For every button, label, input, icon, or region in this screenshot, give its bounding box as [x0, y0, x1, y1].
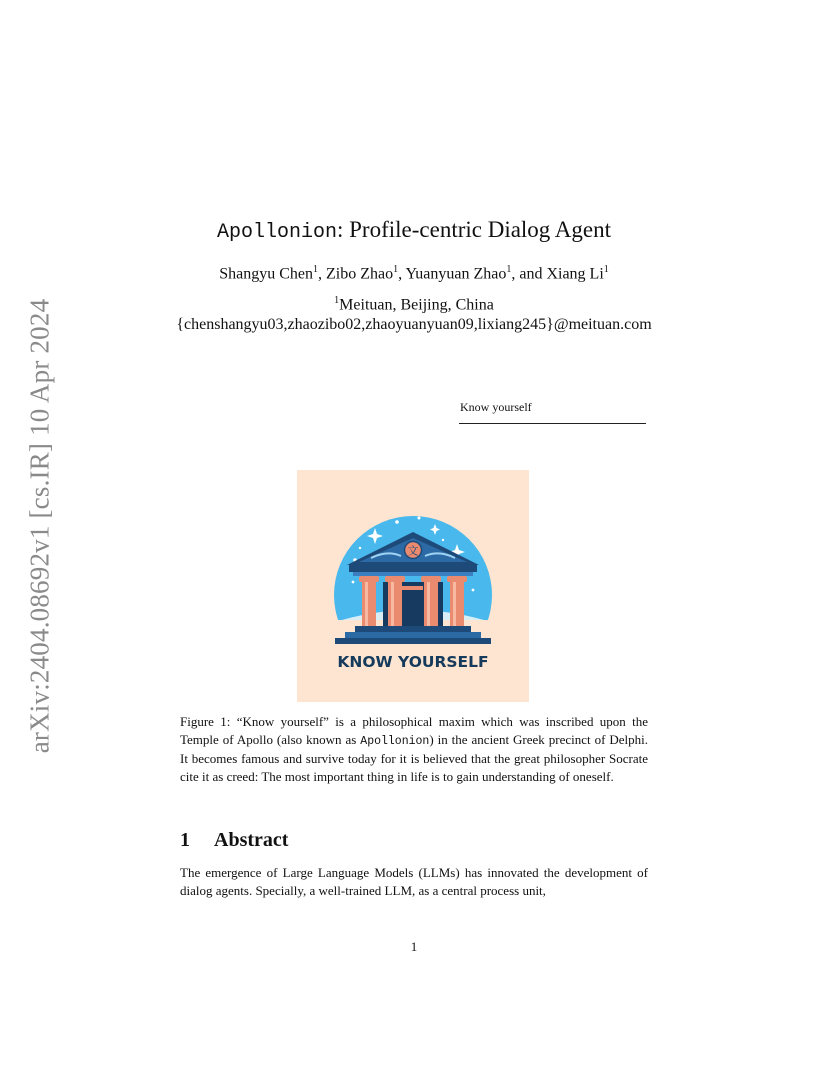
section-heading — [180, 829, 288, 852]
author-name: Yuanyuan Zhao — [405, 265, 507, 283]
affiliation — [0, 295, 828, 314]
figure-1-caption — [180, 713, 648, 785]
author-affil-mark: 1 — [393, 264, 399, 275]
title-rest: : Profile-centric Dialog Agent — [337, 217, 612, 242]
abstract-paragraph: The emergence of Large Language Models (LLMs) has innovated the development of dialog agents. Specially, a well-trained LLM, as a central process unit, — [180, 865, 648, 898]
epigraph: Know yourself — [460, 400, 532, 414]
entablature — [349, 565, 477, 572]
affiliation-text: Meituan, Beijing, China — [339, 296, 494, 314]
author-affil-mark: 1 — [312, 264, 318, 275]
emblem-glyph: 文 — [407, 544, 419, 558]
section-number: 1 — [180, 829, 190, 851]
author-emails: {chenshangyu03,zhaozibo02,zhaoyuanyuan09,lixiang245}@meituan.com — [176, 316, 652, 333]
section-title: Abstract — [214, 829, 289, 851]
temple-steps — [335, 626, 491, 644]
caption-code: Apollonion — [360, 734, 430, 748]
author-separator: , — [398, 265, 406, 283]
logo-know-yourself-text: KNOW YOURSELF — [337, 653, 489, 671]
title-system-name: Apollonion — [216, 221, 337, 244]
caption-text-2: ) in the ancient Greek precinct of Delphi. It becomes famous and survive today for it is believed that the great philosopher Socrate cite it as creed: The most important thing in life is to gain understanding of oneself. — [180, 731, 648, 784]
epigraph-rule — [459, 423, 646, 424]
author-separator: , and — [511, 265, 547, 283]
author-affil-mark: 1 — [603, 264, 609, 275]
author-list — [0, 264, 828, 283]
author-separator: , — [317, 265, 326, 283]
paper-title — [0, 217, 828, 244]
arxiv-stamp-text: arXiv:2404.08692v1 [cs.IR] 10 Apr 2024 — [24, 298, 55, 754]
figure-1-image — [297, 470, 529, 702]
page-number: 1 — [410, 939, 418, 954]
affiliation-mark: 1 — [334, 295, 340, 306]
temple-logo-illustration — [297, 470, 529, 702]
author-name: Shangyu Chen — [219, 265, 313, 283]
author-affil-mark: 1 — [506, 264, 512, 275]
caption-text-1: Figure 1: “Know yourself” is a philosophical maxim which was inscribed upon the Temple of Apollo (also known as — [180, 714, 648, 747]
author-name: Xiang Li — [546, 265, 604, 283]
author-name: Zibo Zhao — [325, 265, 394, 283]
